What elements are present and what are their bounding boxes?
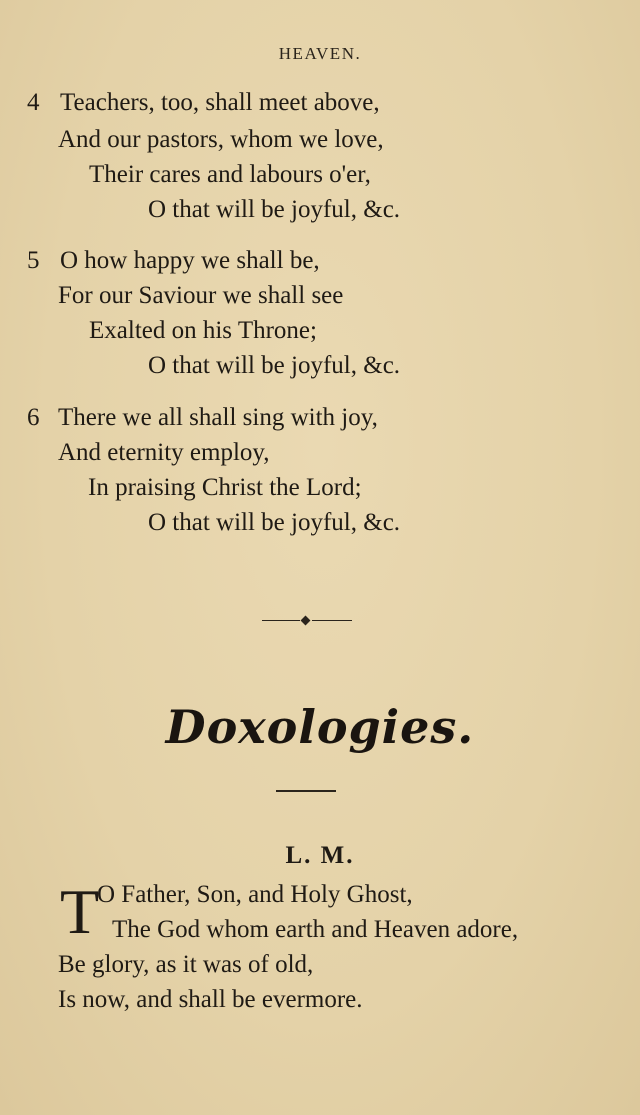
verse-line: Teachers, too, shall meet above, [60,89,380,116]
running-header: HEAVEN. [278,44,362,63]
verse-line: The God whom earth and Heaven adore, [112,916,519,943]
verse-line: There we all shall sing with joy, [58,404,378,431]
verse-number: 4 [27,89,40,116]
verse-number: 5 [27,247,40,274]
verse-line: O Father, Son, and Holy Ghost, [97,881,413,908]
verse-line: O how happy we shall be, [60,247,320,274]
short-divider [276,790,336,792]
verse-line: O that will be joyful, &c. [148,352,401,379]
verse-line: Is now, and shall be evermore. [58,986,363,1013]
verse-line: Be glory, as it was of old, [58,951,314,978]
section-title: Doxologies. [165,700,475,754]
verse-number: 6 [27,404,40,431]
verse-line: And eternity employ, [58,439,270,466]
meter-heading: L. M. [285,842,355,869]
drop-cap: T [60,876,100,947]
verse-line: O that will be joyful, &c. [148,196,401,223]
verse-line: For our Saviour we shall see [58,282,344,309]
ornamental-divider [262,619,352,623]
verse-line: And our pastors, whom we love, [58,126,384,153]
verse-line: O that will be joyful, &c. [148,509,401,536]
verse-line: Exalted on his Throne; [89,317,317,344]
verse-line: Their cares and labours o'er, [89,161,371,188]
verse-line: In praising Christ the Lord; [88,474,362,501]
